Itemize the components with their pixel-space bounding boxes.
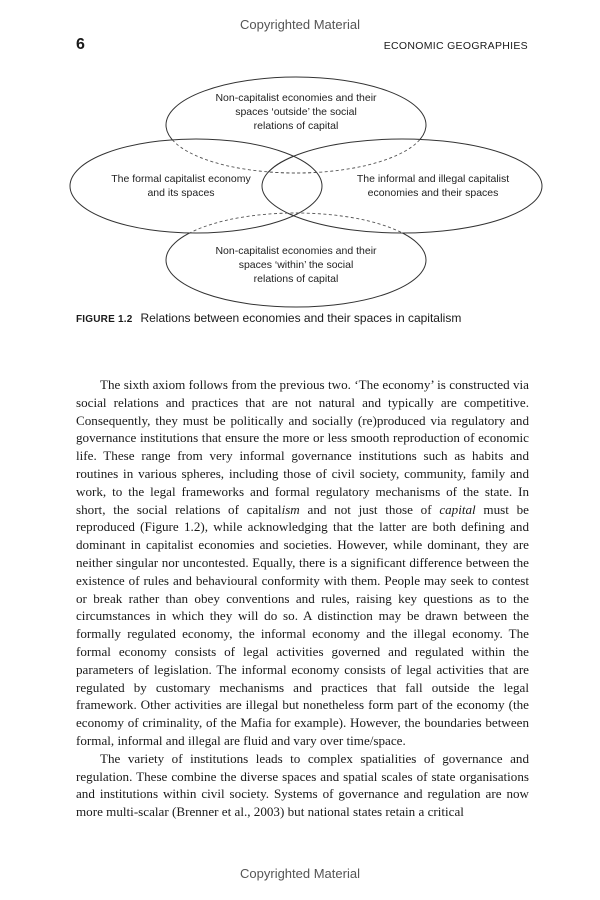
- ellipse-label-left: [86, 172, 276, 200]
- body-text-run: The variety of institutions leads to complex spatialities of governance and regulation. These combine the diverse spaces and spatial scales of state organisations and institutions within civil society. Systems of governance and regulation are now more multi-scalar (Brenner et al., 2003) but national states retain a critical: [76, 750, 529, 820]
- ellipse-label-line: The formal capitalist economy: [111, 173, 251, 185]
- body-text-run: and not just those of: [299, 501, 440, 517]
- figure-label: FIGURE 1.2: [76, 314, 133, 325]
- body-text-run-italic: ism: [281, 501, 300, 517]
- ellipse-label-line: economies and their spaces: [367, 187, 499, 199]
- copyright-banner-top: Copyrighted Material: [240, 17, 360, 32]
- ellipse-label-line: and its spaces: [147, 187, 215, 199]
- body-text: [76, 376, 529, 821]
- figure-caption-text: Relations between economies and their spaces in capitalism: [140, 311, 462, 325]
- copyright-banner-bottom: Copyrighted Material: [240, 866, 360, 881]
- ellipse-label-line: relations of capital: [253, 273, 339, 285]
- page-number: 6: [76, 36, 85, 53]
- ellipse-label-bottom: [196, 244, 396, 286]
- ellipse-label-line: Non-capitalist economies and their: [215, 92, 377, 104]
- body-text-run-italic: capital: [439, 501, 476, 517]
- body-paragraph: [76, 750, 529, 821]
- body-text-run: must be reproduced (Figure 1.2), while acknowledging that the latter are both defining and dominant in capitalist economies and societies. However, while dominant, they are neither singular nor uncontested. Equally, there is a significant difference between the existence of rules and behavioural conformity with them. People may seek to contest or break rather than obey conventions and rules, raising key questions as to the circumstances in which they will do so. A distinction may be drawn between the formally regulated economy, the informal economy and the illegal economy. The formal economy consists of legal activities governed and regulated within the parameters of legislation. The informal economy consists of legal activities that are regulated by customary mechanisms and practices that fall outside the legal framework. Other activities are illegal but nonetheless form part of the economy (the economy of criminality, of the Mafia for example). However, the boundaries between formal, informal and illegal are fluid and vary over time/space.: [76, 501, 529, 748]
- body-text-run: The sixth axiom follows from the previous two. ‘The economy’ is constructed via social relations and practices that are not natural and typically are competitive. Consequently, they must be politically and socially (re)produced via regulatory and governance institutions that ensure the more or less smooth reproduction of economic life. These range from very informal governance institutions such as habits and routines in various spheres, including those of civil society, community, family and work, to the legal frameworks and formal regulatory mechanisms of the state. In short, the social relations of capital: [76, 377, 529, 517]
- body-paragraph: [76, 376, 529, 750]
- ellipse-label-right: [338, 172, 528, 200]
- figure-caption: [76, 311, 461, 325]
- ellipse-label-line: spaces ‘outside’ the social: [235, 106, 357, 118]
- ellipse-label-line: relations of capital: [253, 120, 339, 132]
- running-head: ECONOMIC GEOGRAPHIES: [383, 40, 528, 52]
- ellipse-label-line: Non-capitalist economies and their: [215, 245, 377, 257]
- ellipse-label-line: The informal and illegal capitalist: [356, 173, 510, 185]
- ellipse-label-top: [196, 91, 396, 133]
- ellipse-label-line: spaces ‘within’ the social: [238, 259, 354, 271]
